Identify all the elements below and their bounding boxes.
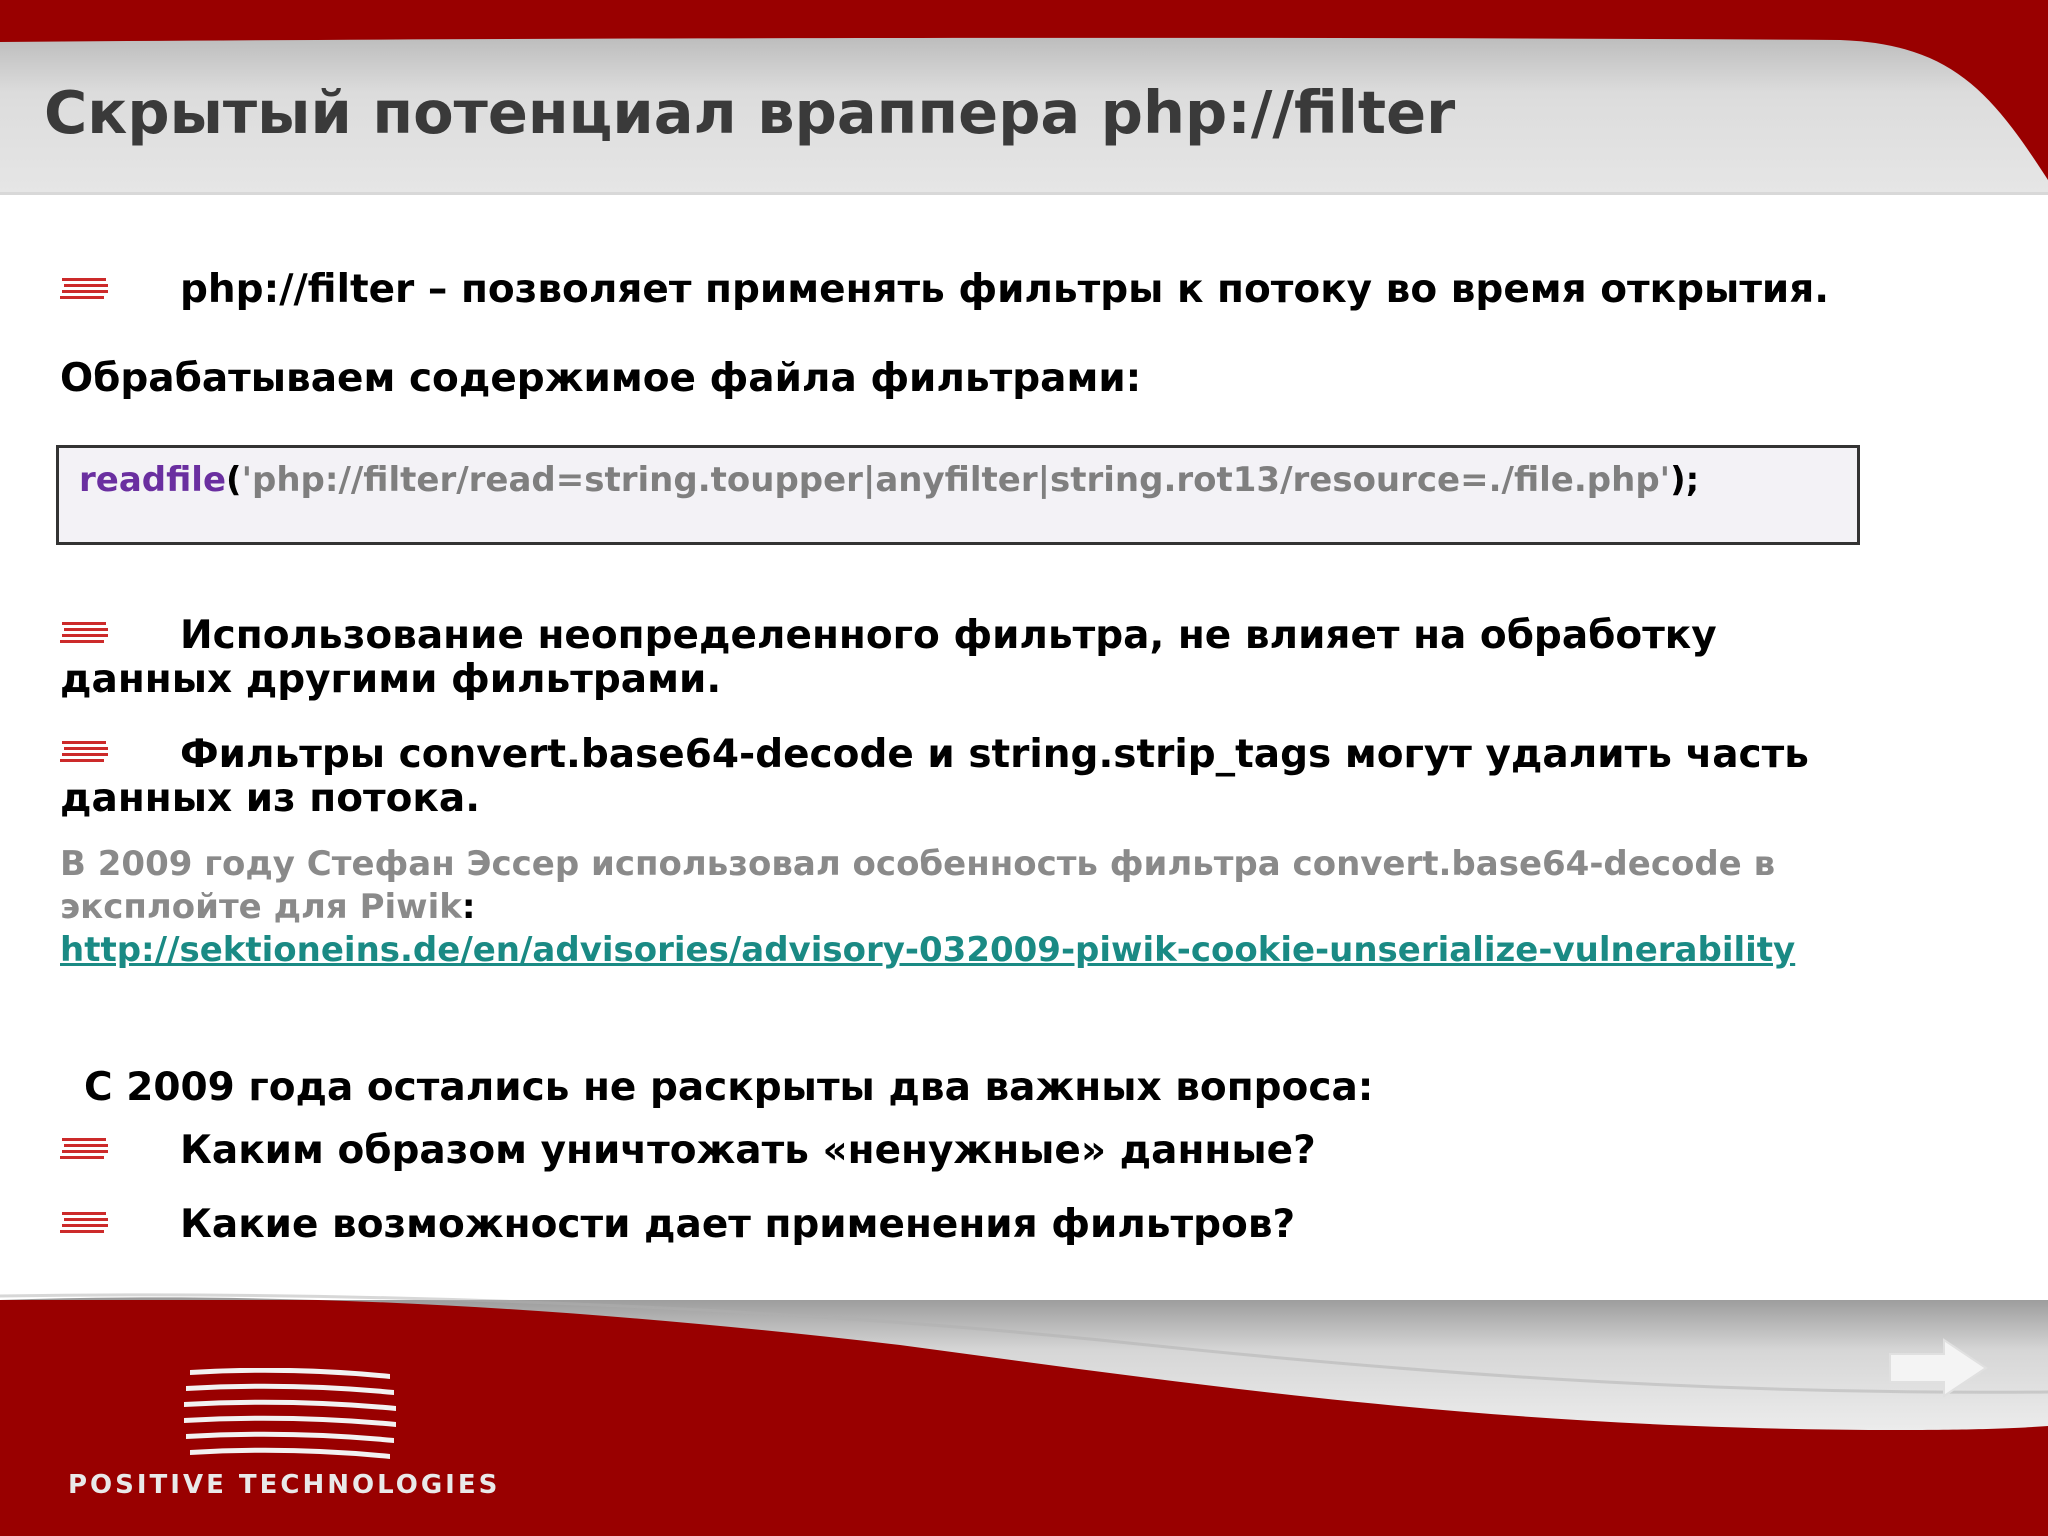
bullet-text-filters-remove-cont: данных из потока.: [60, 776, 481, 821]
logo-wordmark: POSITIVE TECHNOLOGIES: [68, 1470, 501, 1500]
question-2: Какие возможности дает применения фильтров?: [180, 1202, 1296, 1247]
questions-heading: С 2009 года остались не раскрыты два важных вопроса:: [84, 1065, 1374, 1110]
arrow-right-icon[interactable]: [1888, 1338, 1988, 1398]
note-esser: В 2009 году Стефан Эссер использовал особенность фильтра convert.base64-decode в: [60, 844, 1776, 884]
code-block: [56, 445, 1860, 545]
subheading: Обрабатываем содержимое файла фильтрами:: [60, 356, 1142, 401]
positive-technologies-logo-icon: [180, 1368, 400, 1468]
question-1: Каким образом уничтожать «ненужные» данные?: [180, 1128, 1316, 1173]
bullet-text-filters-remove: Фильтры convert.base64-decode и string.strip_tags могут удалить часть: [180, 732, 1809, 777]
note-colon: :: [461, 887, 476, 927]
red-stripes-bullet-icon: [60, 278, 110, 302]
code-paren-close: );: [1670, 460, 1700, 500]
bullet-text-undefined-filter: Использование неопределенного фильтра, не влияет на обработку: [180, 613, 1717, 658]
slide-title: Скрытый потенциал враппера php://filter: [44, 78, 1456, 147]
red-stripes-bullet-icon: [60, 741, 110, 765]
code-line: [79, 460, 1699, 500]
note-esser-cont: [60, 885, 475, 929]
code-string: 'php://filter/read=string.toupper|anyfilter|string.rot13/resource=./file.php': [241, 460, 1671, 500]
code-function: readfile: [79, 460, 227, 500]
advisory-link[interactable]: http://sektioneins.de/en/advisories/advisory-032009-piwik-cookie-unserialize-vulnerability: [60, 930, 1796, 970]
code-paren-open: (: [226, 460, 242, 500]
note-piwik: эксплойте для Piwik: [60, 887, 462, 927]
bullet-text-php-filter: php://filter – позволяет применять фильтры к потоку во время открытия.: [180, 267, 1830, 312]
red-stripes-bullet-icon: [60, 622, 110, 646]
bullet-text-undefined-filter-cont: данных другими фильтрами.: [60, 657, 722, 702]
red-stripes-bullet-icon: [60, 1138, 110, 1162]
red-stripes-bullet-icon: [60, 1212, 110, 1236]
